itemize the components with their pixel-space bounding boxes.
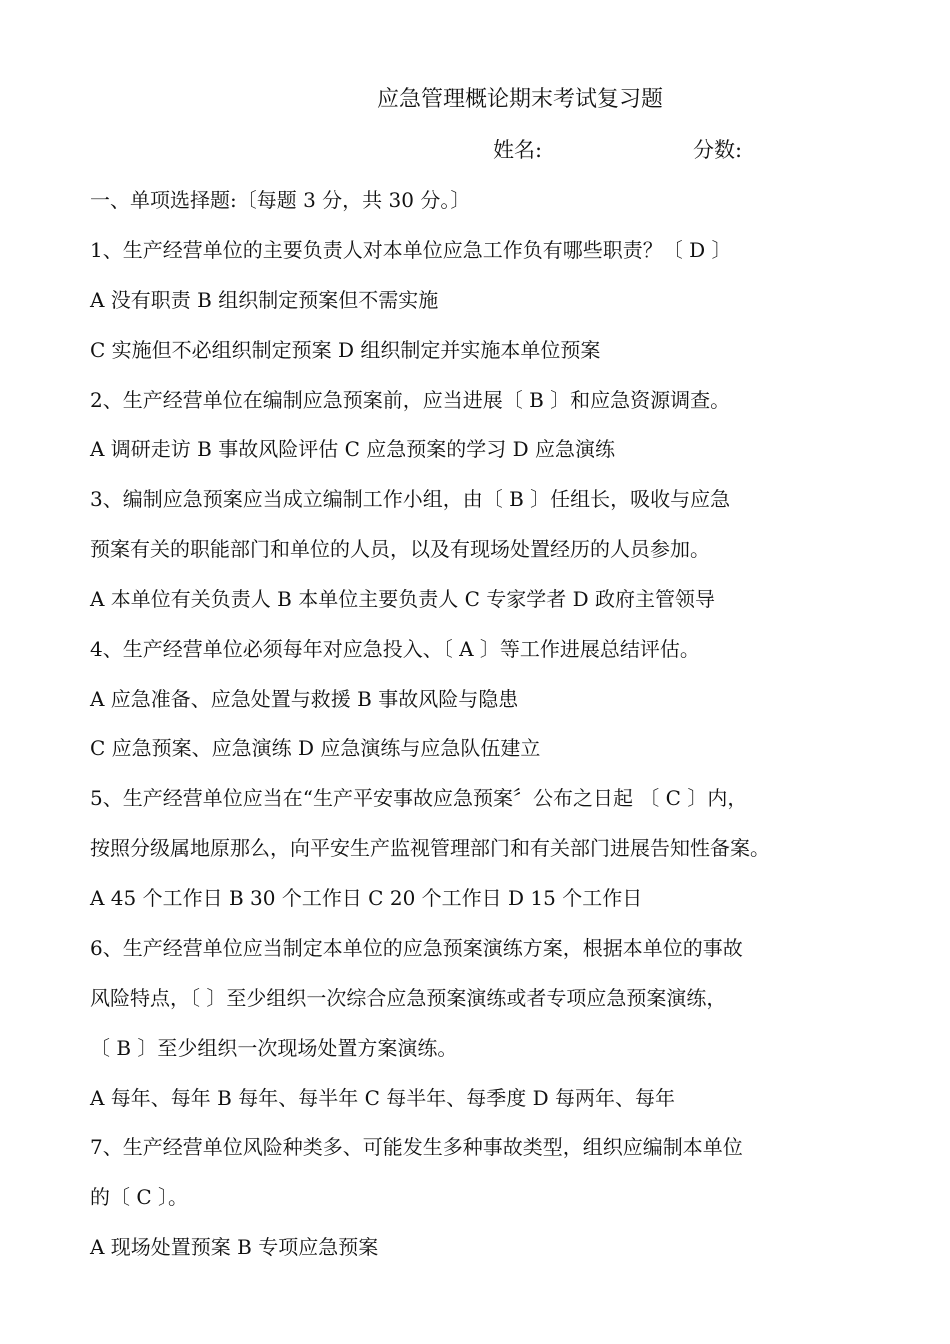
question-line: 2、生产经营单位在编制应急预案前，应当进展〔 B 〕和应急资源调查。 [90,388,731,412]
option-line: C 实施但不必组织制定预案 D 组织制定并实施本单位预案 [90,338,601,362]
option-line: A 每年、每年 B 每年、每半年 C 每半年、每季度 D 每两年、每年 [90,1086,675,1110]
option-line: A 本单位有关负责人 B 本单位主要负责人 C 专家学者 D 政府主管领导 [90,587,715,611]
name-label: 姓名: [493,138,543,162]
question-line: 4、生产经营单位必须每年对应急投入、〔 A 〕等工作进展总结评估。 [90,637,700,661]
question-line: 1、生产经营单位的主要负责人对本单位应急工作负有哪些职责？〔 D 〕 [90,238,732,262]
score-label: 分数: [693,138,743,162]
question-line: 7、生产经营单位风险种类多、可能发生多种事故类型，组织应编制本单位 [90,1135,743,1159]
option-line: A 没有职责 B 组织制定预案但不需实施 [90,288,439,312]
section-heading: 一、单项选择题:〔每题 3 分，共 30 分。〕 [90,188,471,212]
question-line: 5、生产经营单位应当在“生产平安事故应急预案〞公布之日起 〔 C 〕内， [90,786,748,810]
question-line: 6、生产经营单位应当制定本单位的应急预案演练方案，根据本单位的事故 [90,936,743,960]
question-line: 预案有关的职能部门和单位的人员，以及有现场处置经历的人员参加。 [90,537,710,561]
option-line: A 调研走访 B 事故风险评估 C 应急预案的学习 D 应急演练 [90,437,615,461]
page-title: 应急管理概论期末考试复习题 [376,87,663,112]
option-line: A 现场处置预案 B 专项应急预案 [90,1235,379,1259]
question-line: 〔 B 〕至少组织一次现场处置方案演练。 [90,1036,458,1060]
question-line: 3、编制应急预案应当成立编制工作小组，由〔 B 〕任组长，吸收与应急 [90,487,731,511]
option-line: A 45 个工作日 B 30 个工作日 C 20 个工作日 D 15 个工作日 [90,886,643,910]
option-line: C 应急预案、应急演练 D 应急演练与应急队伍建立 [90,736,541,760]
question-line: 按照分级属地原那么，向平安生产监视管理部门和有关部门进展告知性备案。 [90,836,770,860]
question-line: 的〔 C 〕。 [90,1185,189,1209]
option-line: A 应急准备、应急处置与救援 B 事故风险与隐患 [90,687,519,711]
question-line: 风险特点，〔 〕至少组织一次综合应急预案演练或者专项应急预案演练， [90,986,727,1010]
